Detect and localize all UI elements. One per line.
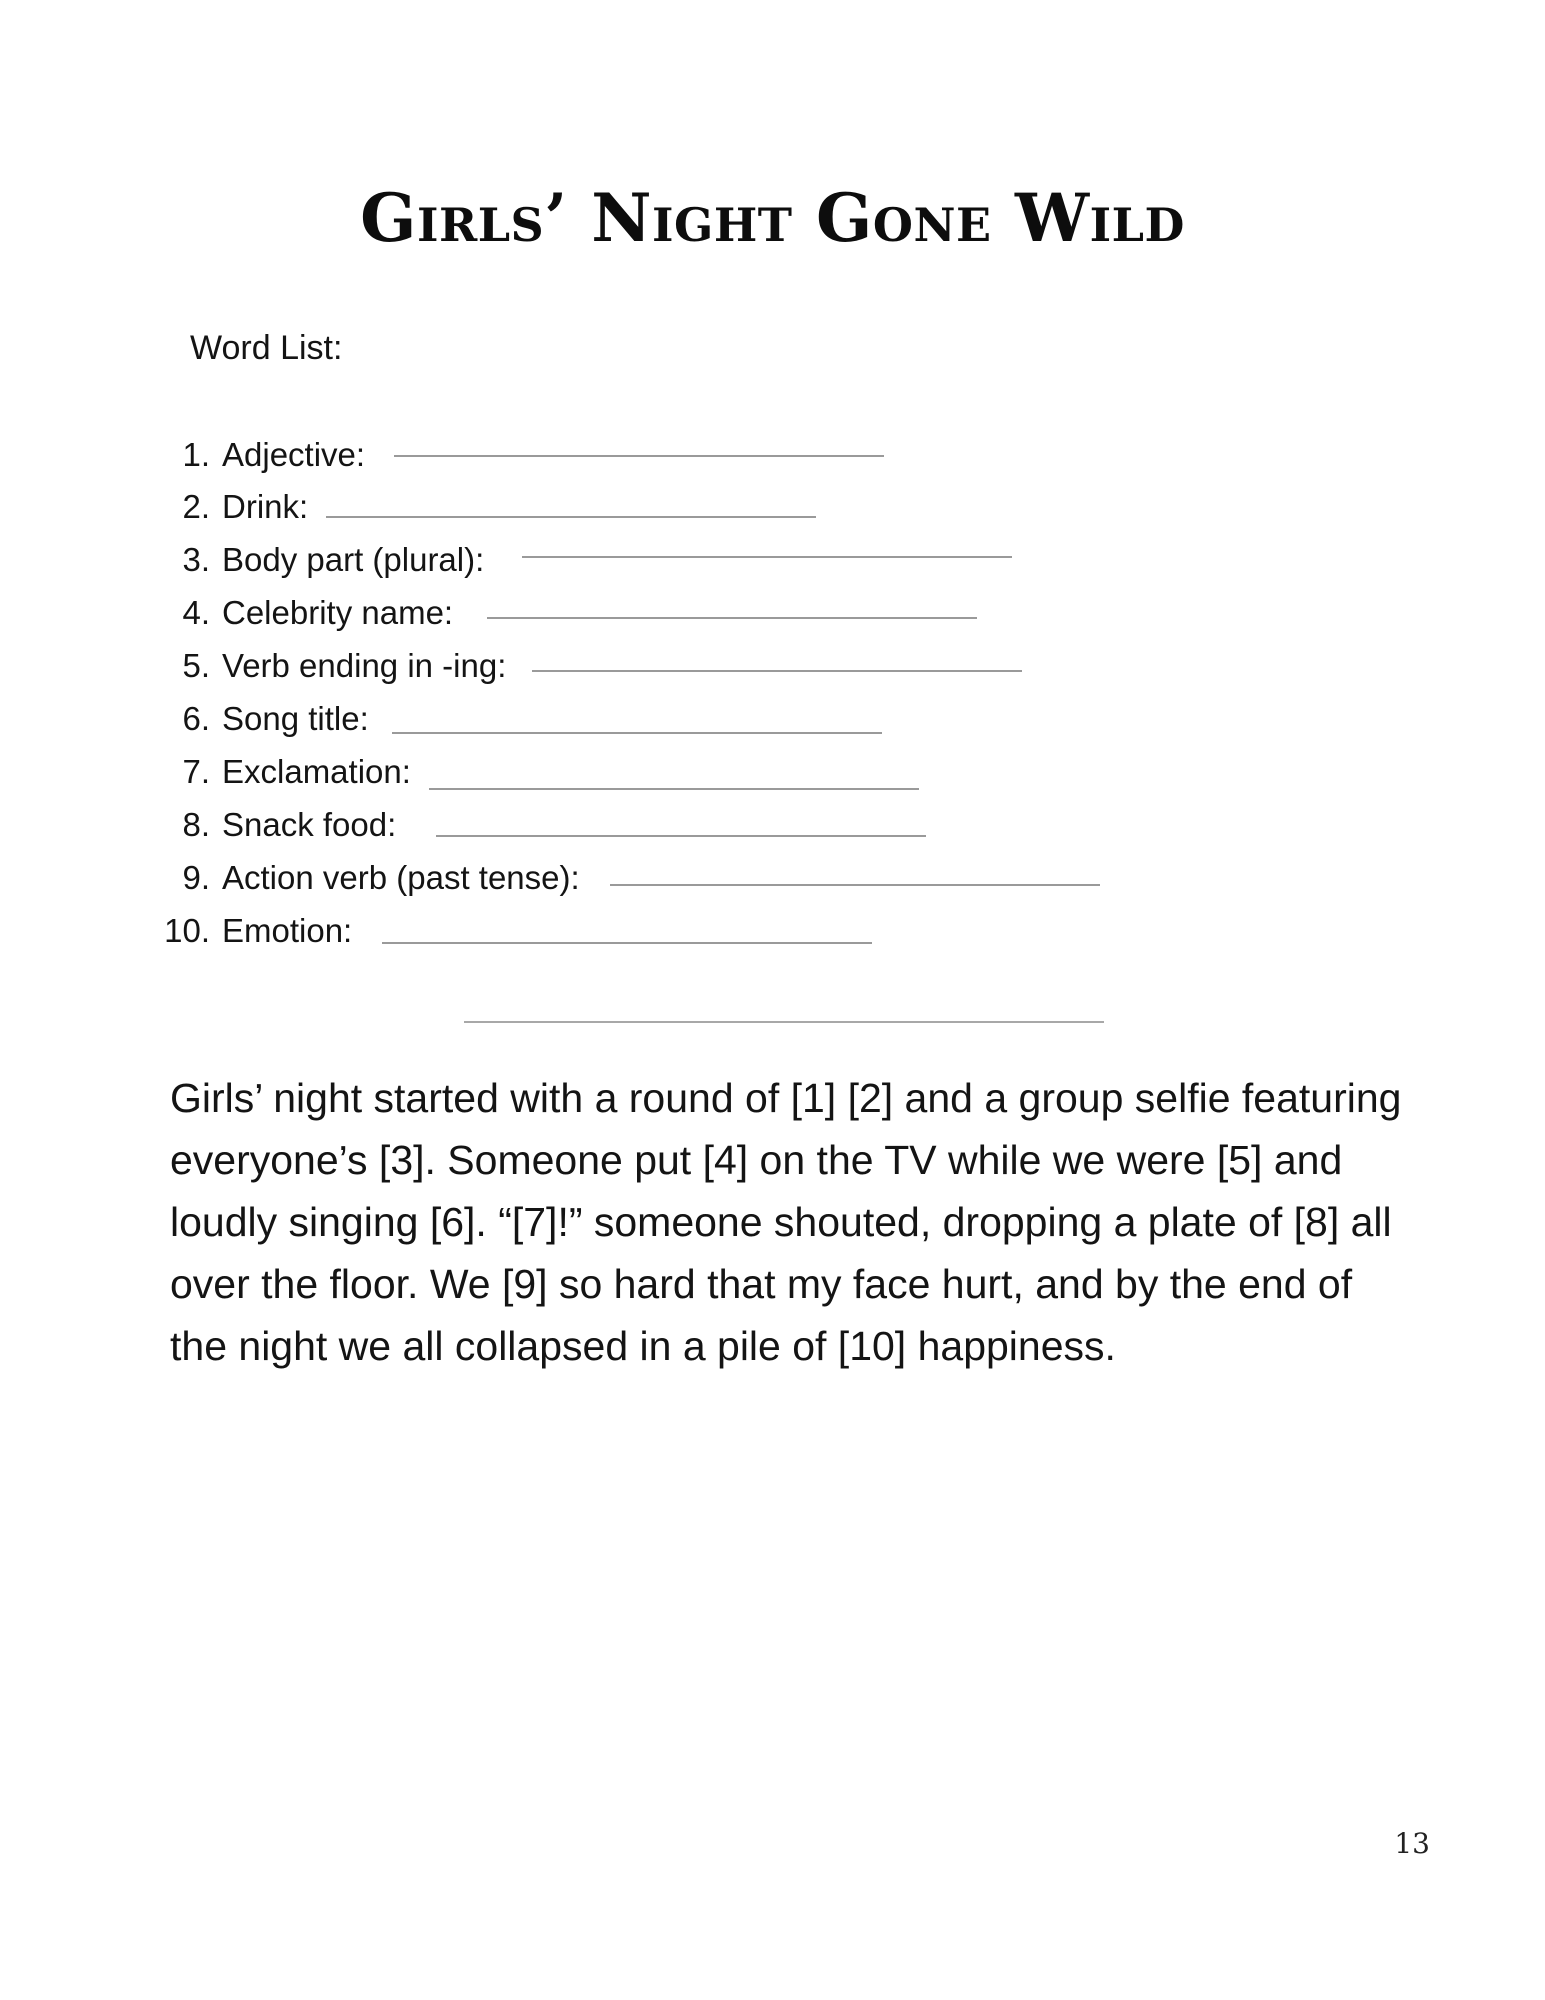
item-number: 5. bbox=[182, 647, 210, 684]
item-label: Adjective: bbox=[222, 436, 366, 473]
item-label: Celebrity name: bbox=[222, 594, 454, 631]
item-label: Verb ending in -ing: bbox=[222, 647, 507, 684]
fill-in-blank-7[interactable] bbox=[429, 788, 919, 790]
item-number: 8. bbox=[182, 806, 210, 843]
item-number: 7. bbox=[182, 753, 210, 790]
fill-in-blank-4[interactable] bbox=[487, 617, 977, 619]
page-number: 13 bbox=[1394, 1827, 1430, 1860]
page-title: Girls’ Night Gone Wild bbox=[360, 179, 1185, 257]
fill-in-blank-5[interactable] bbox=[532, 670, 1022, 672]
item-number: 2. bbox=[182, 488, 210, 525]
section-divider bbox=[464, 1021, 1104, 1023]
fill-in-blank-10[interactable] bbox=[382, 942, 872, 944]
word-list-heading: Word List: bbox=[190, 329, 343, 367]
fill-in-blank-1[interactable] bbox=[394, 455, 884, 457]
item-label: Drink: bbox=[222, 488, 309, 525]
story-paragraph: Girls’ night started with a round of [1] [2] and a group selfie featuring everyone’s [3]. Someone put [4] on the TV while we were [5] and loudly singing [6]. “[7]!” someone shouted, dropping a plate of [8] all over the floor. We [9] so hard that my face hurt, and by the end of the night we all collapsed in a pile of [10] happiness. bbox=[170, 1075, 1402, 1369]
item-number: 4. bbox=[182, 594, 210, 631]
item-label: Exclamation: bbox=[222, 753, 411, 790]
fill-in-blank-9[interactable] bbox=[610, 884, 1100, 886]
fill-in-blank-3[interactable] bbox=[522, 556, 1012, 558]
item-label: Emotion: bbox=[222, 912, 353, 949]
item-label: Snack food: bbox=[222, 806, 397, 843]
item-label: Action verb (past tense): bbox=[222, 859, 580, 896]
item-label: Body part (plural): bbox=[222, 541, 485, 578]
item-number: 9. bbox=[182, 859, 210, 896]
fill-in-blank-6[interactable] bbox=[392, 732, 882, 734]
item-number: 6. bbox=[182, 700, 210, 737]
item-number: 1. bbox=[182, 436, 210, 473]
item-number: 3. bbox=[182, 541, 210, 578]
fill-in-blank-2[interactable] bbox=[326, 516, 816, 518]
fill-in-blank-8[interactable] bbox=[436, 835, 926, 837]
item-number: 10. bbox=[164, 912, 210, 949]
item-label: Song title: bbox=[222, 700, 369, 737]
